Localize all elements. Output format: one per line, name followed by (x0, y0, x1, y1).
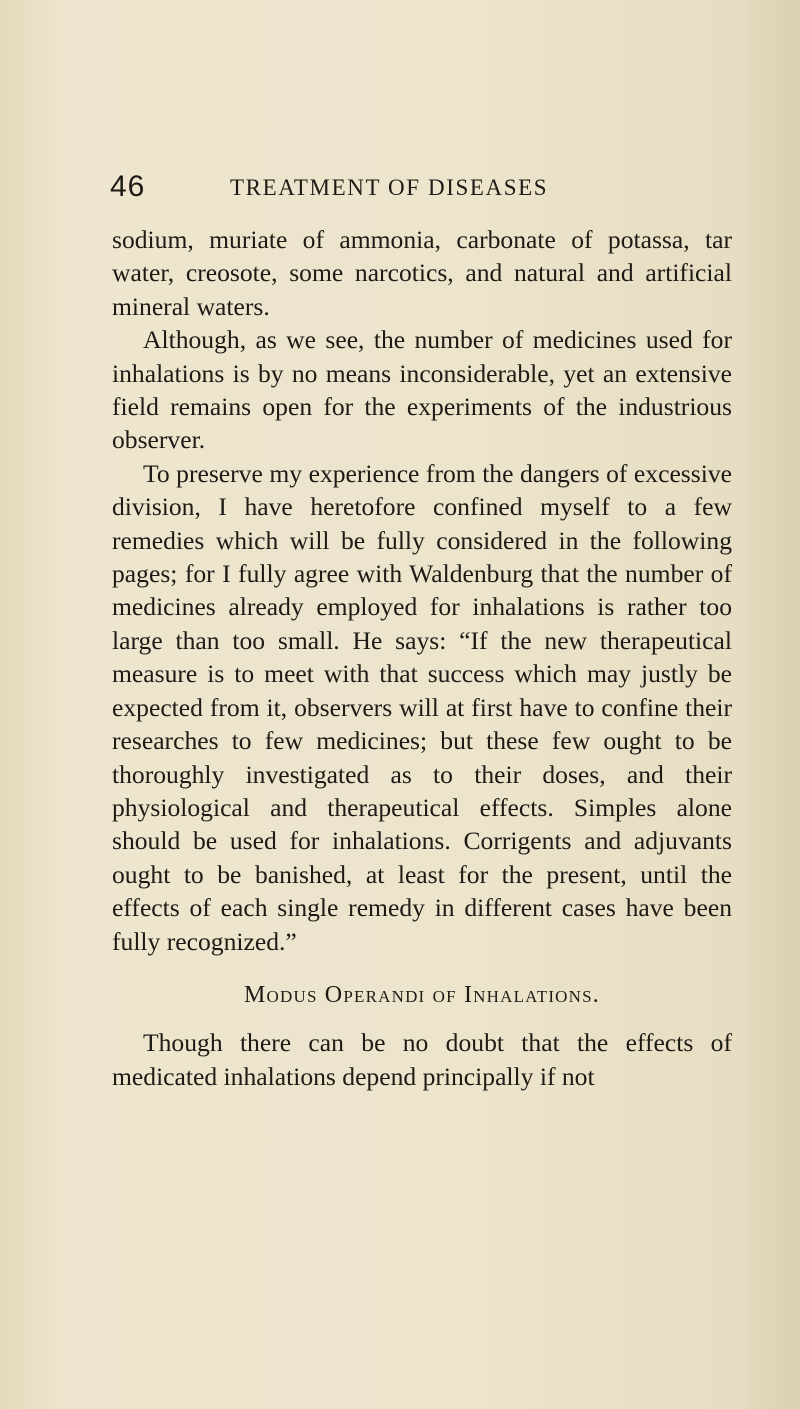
section-heading: Modus Operandi of Inhalations. (243, 981, 600, 1008)
page-header (110, 170, 730, 204)
page-number: 46 (110, 170, 146, 203)
paragraph-waldenburg-quote: To preserve my experience from the dangers of excessive division, I have heretofore confined myself to a few remedies which will be fully considered in the following pages; for I fully agree with Waldenburg that the number of medicines already employed for inhalations is rather too large than too small. He says: “If the new therapeutical measure is to meet with that success which may justly be expected from it, observers will at first have to confine their researches to few medicines; but these few ought to be thoroughly investigated as to their doses, and their physiological and therapeutical effects. Simples alone should be used for inhalations. Corrigents and adjuvants ought to be banished, at least for the present, until the effects of each single remedy in different cases have been fully recognized.” (112, 458, 732, 956)
paragraph-inhalation-medicines: Although, as we see, the number of medicines used for inhalations is by no means inconsiderable, yet an extensive field remains open for the experiments of the industrious observer. (112, 325, 732, 455)
running-title: TREATMENT OF DISEASES (230, 175, 549, 200)
paragraph-modus-operandi: Though there can be no doubt that the effects of medicated inhalations depend principally if not (112, 1028, 732, 1091)
body-text (112, 223, 732, 1093)
paragraph-continuation: sodium, muriate of ammonia, carbonate of potassa, tar water, creosote, some narcotics, and natural and artificial mineral waters. (112, 225, 732, 321)
